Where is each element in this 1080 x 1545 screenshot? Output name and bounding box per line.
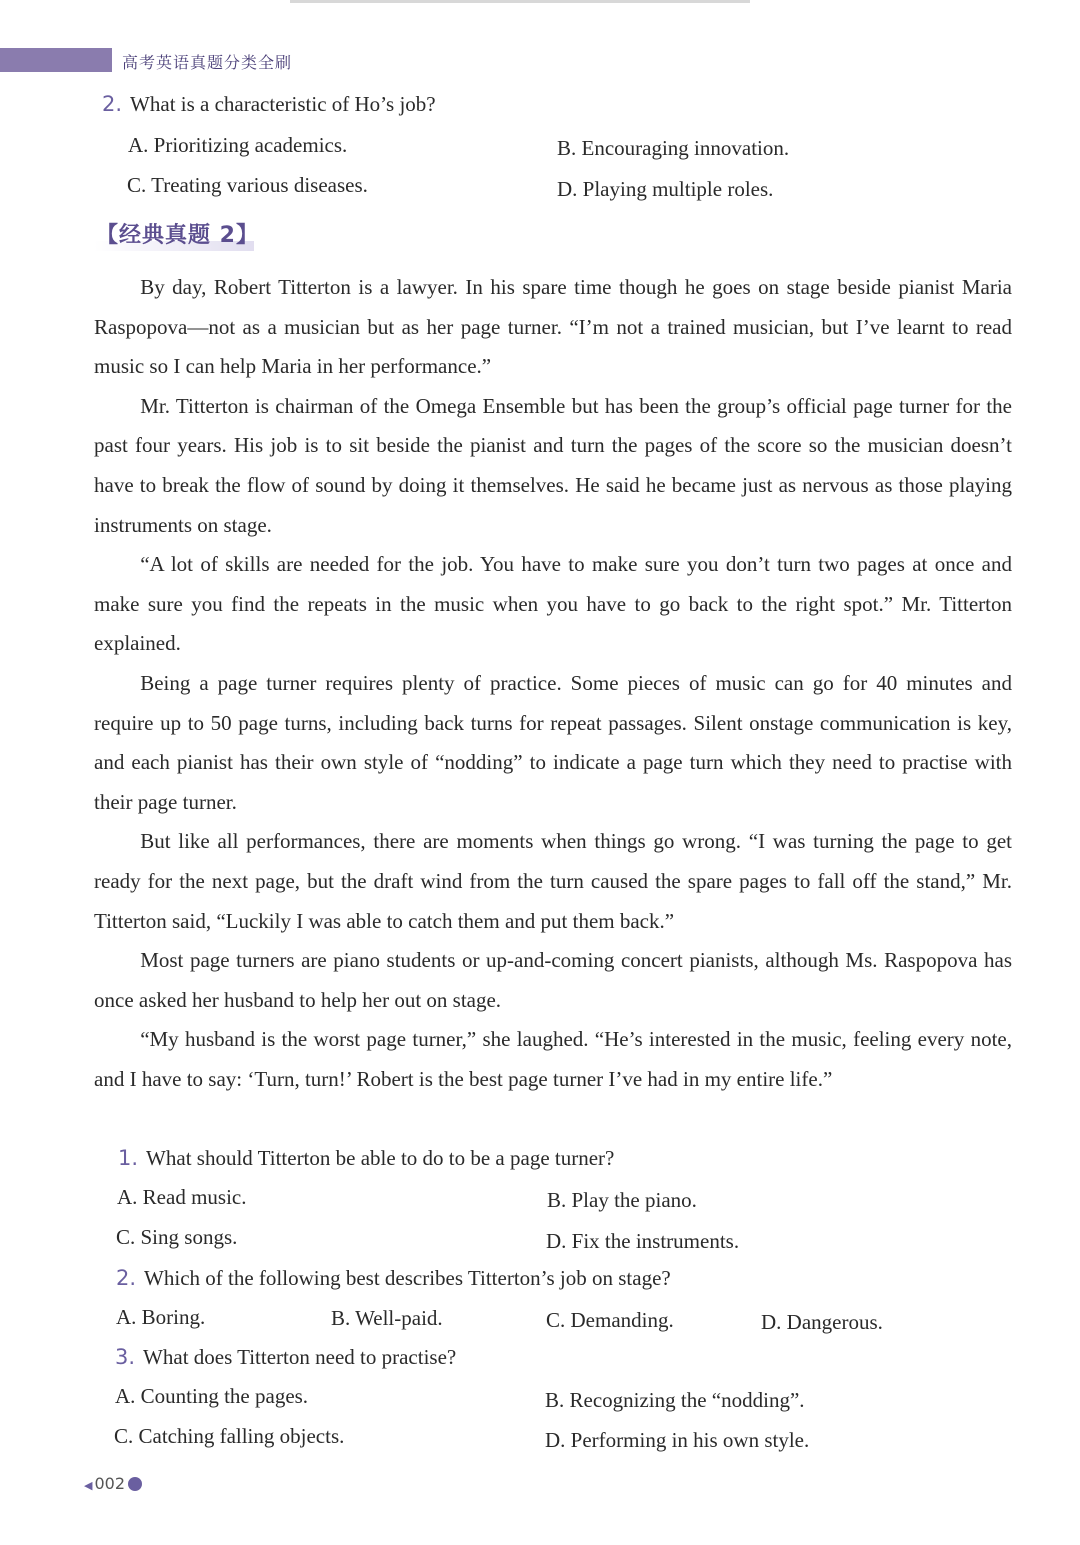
passage-paragraph: Being a page turner requires plenty of practice. Some pieces of music can go for 40 minutes and require up to 50 page turns, including back turns for repeat passages. Silent onstage communication is key, and each pianist has their own style of “nodding” to indicate a page turn which they need to practise with their page turner. <box>94 670 1012 814</box>
triangle-left-icon: ◀ <box>84 1479 93 1492</box>
section-title: 【经典真题 2】 <box>96 218 259 249</box>
option-d: D. Performing in his own style. <box>545 1428 810 1452</box>
option-a: A. Boring. <box>116 1305 206 1329</box>
option-b: B. Recognizing the “nodding”. <box>545 1388 805 1412</box>
option-c: C. Treating various diseases. <box>127 173 368 197</box>
option-a: A. Counting the pages. <box>115 1384 309 1408</box>
page-number: 002 <box>94 1474 126 1493</box>
option-a: A. Prioritizing academics. <box>128 133 348 157</box>
prev-question <box>102 92 436 117</box>
question-3 <box>115 1345 456 1370</box>
page-marker-icon <box>128 1477 142 1491</box>
option-a: A. Read music. <box>117 1185 247 1209</box>
question-2 <box>116 1266 671 1291</box>
question-text: Which of the following best describes Titterton’s job on stage? <box>144 1266 671 1290</box>
option-d: D. Playing multiple roles. <box>557 177 774 201</box>
option-d: D. Dangerous. <box>761 1310 883 1334</box>
top-divider <box>290 0 750 3</box>
option-c: C. Catching falling objects. <box>114 1424 345 1448</box>
reading-passage <box>94 268 1012 1099</box>
option-b: B. Well-paid. <box>331 1306 443 1330</box>
passage-paragraph: Most page turners are piano students or up-and-coming concert pianists, although Ms. Raspopova has once asked her husband to help her out on stage. <box>94 948 1012 1012</box>
question-1 <box>118 1146 614 1171</box>
option-d: D. Fix the instruments. <box>546 1229 740 1253</box>
passage-paragraph: Mr. Titterton is chairman of the Omega Ensemble but has been the group’s official page turner for the past four years. His job is to sit beside the pianist and turn the pages of the score so the musician doesn’t have to break the flow of sound by doing it themselves. He said he became just as nervous as those playing instruments on stage. <box>94 393 1012 537</box>
option-b: B. Encouraging innovation. <box>557 136 790 160</box>
passage-paragraph: “A lot of skills are needed for the job. You have to make sure you don’t turn two pages at once and make sure you find the repeats in the music when you have to go back to the right spot.” Mr. Titterton explained. <box>94 552 1012 656</box>
page-footer <box>84 1474 142 1493</box>
question-number: 3. <box>115 1345 136 1369</box>
question-number: 1. <box>118 1146 139 1170</box>
header-accent-bar <box>0 48 112 72</box>
question-text: What does Titterton need to practise? <box>143 1345 457 1369</box>
passage-paragraph: “My husband is the worst page turner,” she laughed. “He’s interested in the music, feeling every note, and I have to say: ‘Turn, turn!’ Robert is the best page turner I’ve had in my entire life.” <box>94 1027 1012 1091</box>
option-c: C. Sing songs. <box>116 1225 238 1249</box>
question-text: What is a characteristic of Ho’s job? <box>130 92 436 116</box>
question-number: 2. <box>116 1266 137 1290</box>
option-b: B. Play the piano. <box>547 1188 697 1212</box>
option-c: C. Demanding. <box>546 1308 674 1332</box>
question-number: 2. <box>102 92 123 116</box>
passage-paragraph: By day, Robert Titterton is a lawyer. In his spare time though he goes on stage beside pianist Maria Raspopova—not as a musician but as her page turner. “I’m not a trained musician, but I’ve learnt to read music so I can help Maria in her performance.” <box>94 275 1012 379</box>
question-text: What should Titterton be able to do to be a page turner? <box>146 1146 615 1170</box>
book-title: 高考英语真题分类全刷 <box>122 53 293 72</box>
passage-paragraph: But like all performances, there are moments when things go wrong. “I was turning the page to get ready for the next page, but the draft wind from the turn caused the spare pages to fall off the stand,” Mr. Titterton said, “Luckily I was able to catch them and put them back.” <box>94 829 1012 933</box>
